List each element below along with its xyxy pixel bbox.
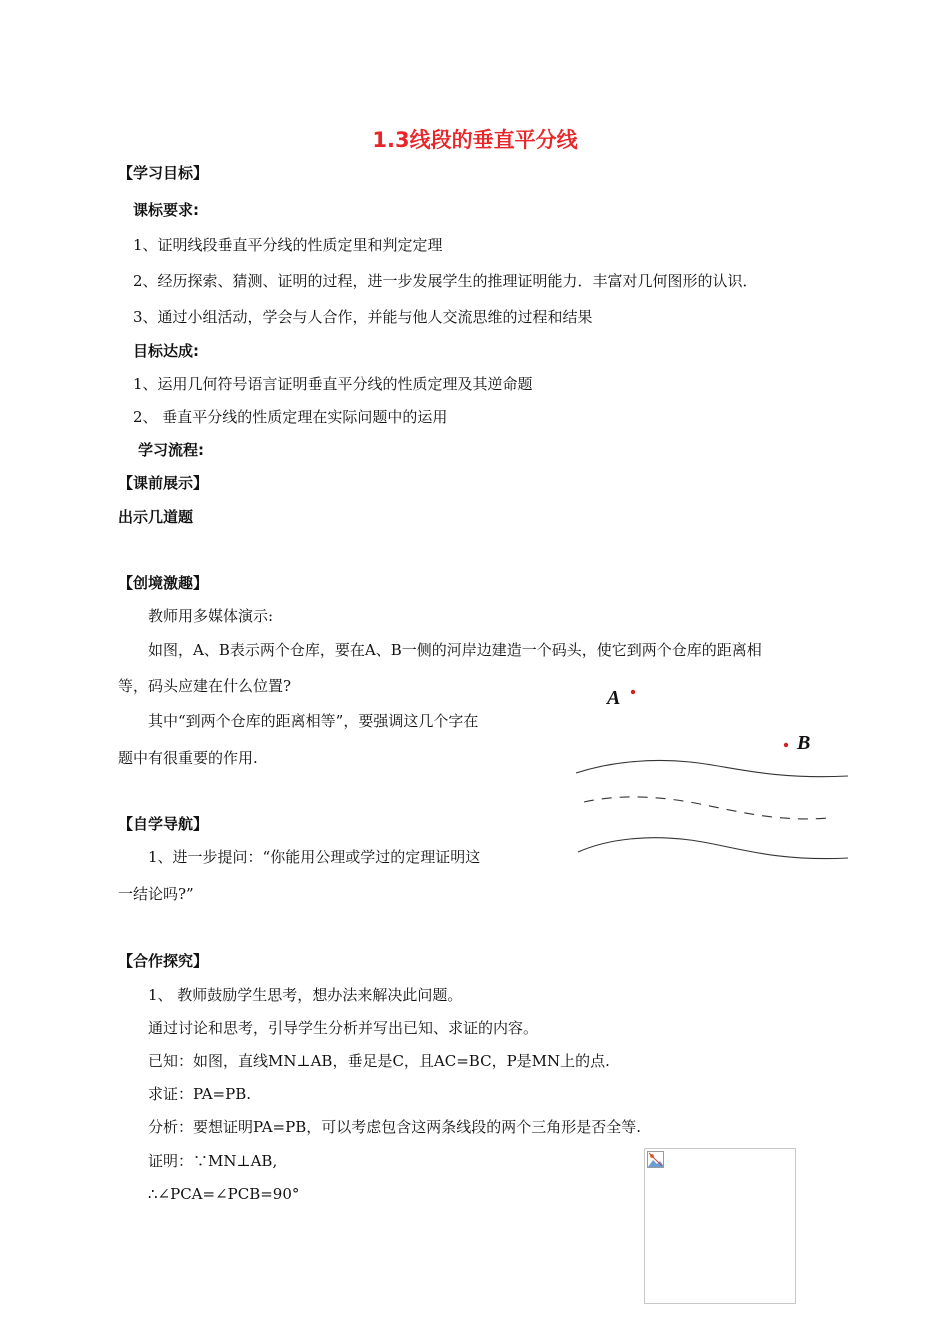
scenario-line-3a: 其中“到两个仓库的距离相等”，要强调这几个字在 — [148, 712, 479, 730]
goal-item-1: 1、运用几何符号语言证明垂直平分线的性质定理及其逆命题 — [133, 375, 533, 393]
scenario-line-2b: 等，码头应建在什么位置? — [118, 677, 292, 695]
requirement-item-2: 2、经历探索、猜测、证明的过程，进一步发展学生的推理证明能力．丰富对几何图形的认识． — [133, 272, 758, 290]
proof-line-1: 证明：∵MN⊥AB, — [148, 1152, 278, 1170]
diagram-image-placeholder — [644, 1148, 796, 1304]
requirement-item-3: 3、通过小组活动，学会与人合作，并能与他人交流思维的过程和结果 — [133, 308, 593, 326]
preclass-heading: 【课前展示】 — [118, 474, 209, 492]
given-statement: 已知：如图，直线MN⊥AB，垂足是C，且AC=BC，P是MN上的点. — [148, 1052, 610, 1070]
warehouse-point-b — [784, 743, 788, 747]
preclass-text: 出示几道题 — [118, 508, 194, 526]
page-title: 1.3线段的垂直平分线 — [372, 128, 578, 152]
self-study-line-1a: 1、进一步提问：“你能用公理或学过的定理证明这 — [148, 848, 481, 866]
prove-statement: 求证：PA=PB. — [148, 1085, 252, 1103]
scenario-line-1: 教师用多媒体演示: — [148, 607, 274, 625]
scenario-line-2a: 如图，A、B表示两个仓库，要在A、B一侧的河岸边建造一个码头，使它到两个仓库的距离相 — [148, 641, 762, 659]
point-label-a: A — [607, 687, 621, 709]
river-figure — [570, 680, 860, 880]
point-label-b: B — [797, 732, 811, 754]
riverbank-top-line — [576, 760, 848, 776]
self-study-heading: 【自学导航】 — [118, 815, 209, 833]
learning-flow-heading: 学习流程: — [138, 441, 204, 459]
river-center-dashed-line — [584, 797, 828, 819]
warehouse-point-a — [631, 690, 635, 694]
riverbank-bottom-line — [578, 838, 848, 859]
cooperation-heading: 【合作探究】 — [118, 952, 209, 970]
goal-item-2: 2、 垂直平分线的性质定理在实际问题中的运用 — [133, 408, 448, 426]
self-study-line-1b: 一结论吗?” — [118, 885, 194, 903]
scenario-line-3b: 题中有很重要的作用. — [118, 749, 258, 767]
scenario-heading: 【创境激趣】 — [118, 574, 209, 592]
objectives-heading: 【学习目标】 — [118, 164, 209, 182]
cooperation-line-1: 1、 教师鼓励学生思考，想办法来解决此问题。 — [148, 986, 463, 1004]
goals-heading: 目标达成: — [133, 342, 199, 360]
cooperation-line-2: 通过讨论和思考，引导学生分析并写出已知、求证的内容。 — [148, 1019, 539, 1037]
proof-line-2: ∴∠PCA=∠PCB=90° — [148, 1185, 300, 1203]
broken-image-icon — [647, 1151, 664, 1168]
analysis-statement: 分析：要想证明PA=PB，可以考虑包含这两条线段的两个三角形是否全等. — [148, 1118, 642, 1136]
curriculum-requirements-heading: 课标要求: — [133, 201, 199, 219]
requirement-item-1: 1、证明线段垂直平分线的性质定里和判定定理 — [133, 236, 443, 254]
